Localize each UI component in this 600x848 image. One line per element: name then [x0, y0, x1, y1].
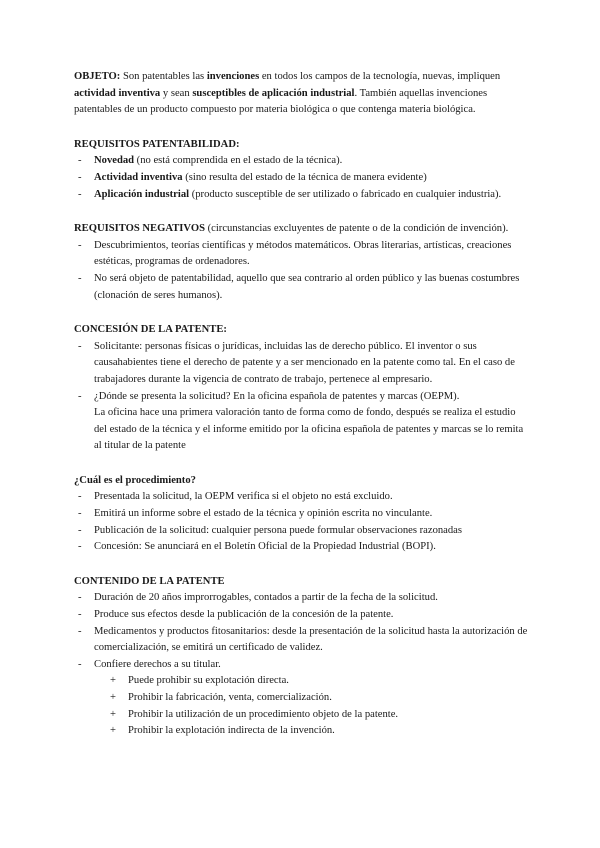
objeto-bold-1: invenciones [206, 71, 260, 82]
objeto-text-3: y sean [160, 87, 193, 99]
procedimiento-list [74, 489, 530, 555]
negativos-subtitle: (circunstancias excluyentes de patente o de la condición de invención). [204, 223, 509, 235]
list-item: - Publicación de la solicitud: cualquier persona puede formular observaciones razonadas [74, 523, 530, 540]
item-bold: Novedad [94, 155, 135, 167]
sublist-item: + Puede prohibir su explotación directa. [110, 673, 530, 690]
list-item [74, 153, 530, 170]
concesion-detail: La oficina hace una primera valoración tanto de forma como de fondo, después se realiza el estudio del estado de la técnica y el informe emitido por la oficina española de patentes y marcas se lo remita al titular de la patente [94, 407, 524, 452]
objeto-text-4: . También aquellas invenciones patentables de un producto compuesto por materia biológica o que contenga materia biológica. [74, 87, 488, 116]
sublist-item: + Prohibir la utilización de un procedimiento objeto de la patente. [110, 707, 530, 724]
item-text: (producto susceptible de ser utilizado o fabricado en cualquier industria). [189, 188, 502, 200]
list-item: - Produce sus efectos desde la publicación de la concesión de la patente. [74, 607, 530, 624]
list-item: - Presentada la solicitud, la OEPM verifica si el objeto no está excluido. [74, 489, 530, 506]
requisitos-title: REQUISITOS PATENTABILIDAD: [74, 138, 240, 150]
objeto-paragraph [74, 69, 530, 119]
item-text: (no está comprendida en el estado de la técnica). [134, 155, 343, 167]
contenido-title: CONTENIDO DE LA PATENTE [74, 575, 225, 587]
list-item [74, 389, 530, 455]
objeto-bold-3: susceptibles de aplicación industrial [192, 87, 355, 99]
derechos-sublist [74, 673, 530, 739]
negativos-heading [74, 221, 530, 238]
objeto-bold-2: actividad inventiva [74, 87, 161, 99]
sublist-item: + Prohibir la fabricación, venta, comercialización. [110, 690, 530, 707]
negativos-title: REQUISITOS NEGATIVOS [74, 223, 205, 235]
item-text: (sino resulta del estado de la técnica de manera evidente) [182, 171, 427, 183]
sublist-item: + Prohibir la explotación indirecta de la invención. [110, 723, 530, 740]
item-bold: Actividad inventiva [94, 171, 183, 183]
list-item: - Solicitante: personas físicas o jurídicas, incluidas las de derecho público. El inventor o sus causahabientes tiene el derecho de patente y a ser mencionado en la patente como tal. En el caso de trabajadores durante la vigencia de contrato de trabajo, pertenece al empresario. [74, 339, 530, 389]
concesion-title: CONCESIÓN DE LA PATENTE: [74, 324, 227, 336]
list-item [74, 187, 530, 204]
list-item [74, 170, 530, 187]
concesion-list [74, 339, 530, 455]
list-item: - Descubrimientos, teorías científicas y métodos matemáticos. Obras literarias, artísticas, creaciones estéticas, programas de ordenadores. [74, 238, 530, 271]
objeto-label: OBJETO: [74, 71, 121, 82]
concesion-question: ¿Dónde se presenta la solicitud? En la oficina española de patentes y marcas (OEPM). [94, 390, 460, 402]
procedimiento-title: ¿Cuál es el procedimiento? [74, 474, 196, 486]
objeto-text-1: Son patentables las [120, 71, 207, 82]
item-bold: Aplicación industrial [94, 188, 190, 200]
list-item: - Concesión: Se anunciará en el Boletín Oficial de la Propiedad Industrial (BOPI). [74, 539, 530, 556]
requisitos-list [74, 153, 530, 203]
negativos-list [74, 238, 530, 304]
list-item: - No será objeto de patentabilidad, aquello que sea contrario al orden público y las buenas costumbres (clonación de seres humanos). [74, 271, 530, 304]
objeto-text-2: en todos los campos de la tecnología, nuevas, impliquen [259, 71, 501, 82]
list-item: - Medicamentos y productos fitosanitarios: desde la presentación de la solicitud hasta la autorización de comercialización, se emitirá un certificado de validez. [74, 624, 530, 657]
list-item: - Emitirá un informe sobre el estado de la técnica y opinión escrita no vinculante. [74, 506, 530, 523]
contenido-list [74, 590, 530, 673]
list-item: - Duración de 20 años improrrogables, contados a partir de la fecha de la solicitud. [74, 590, 530, 607]
document-body [74, 69, 530, 740]
list-item: - Confiere derechos a su titular. [74, 657, 530, 674]
